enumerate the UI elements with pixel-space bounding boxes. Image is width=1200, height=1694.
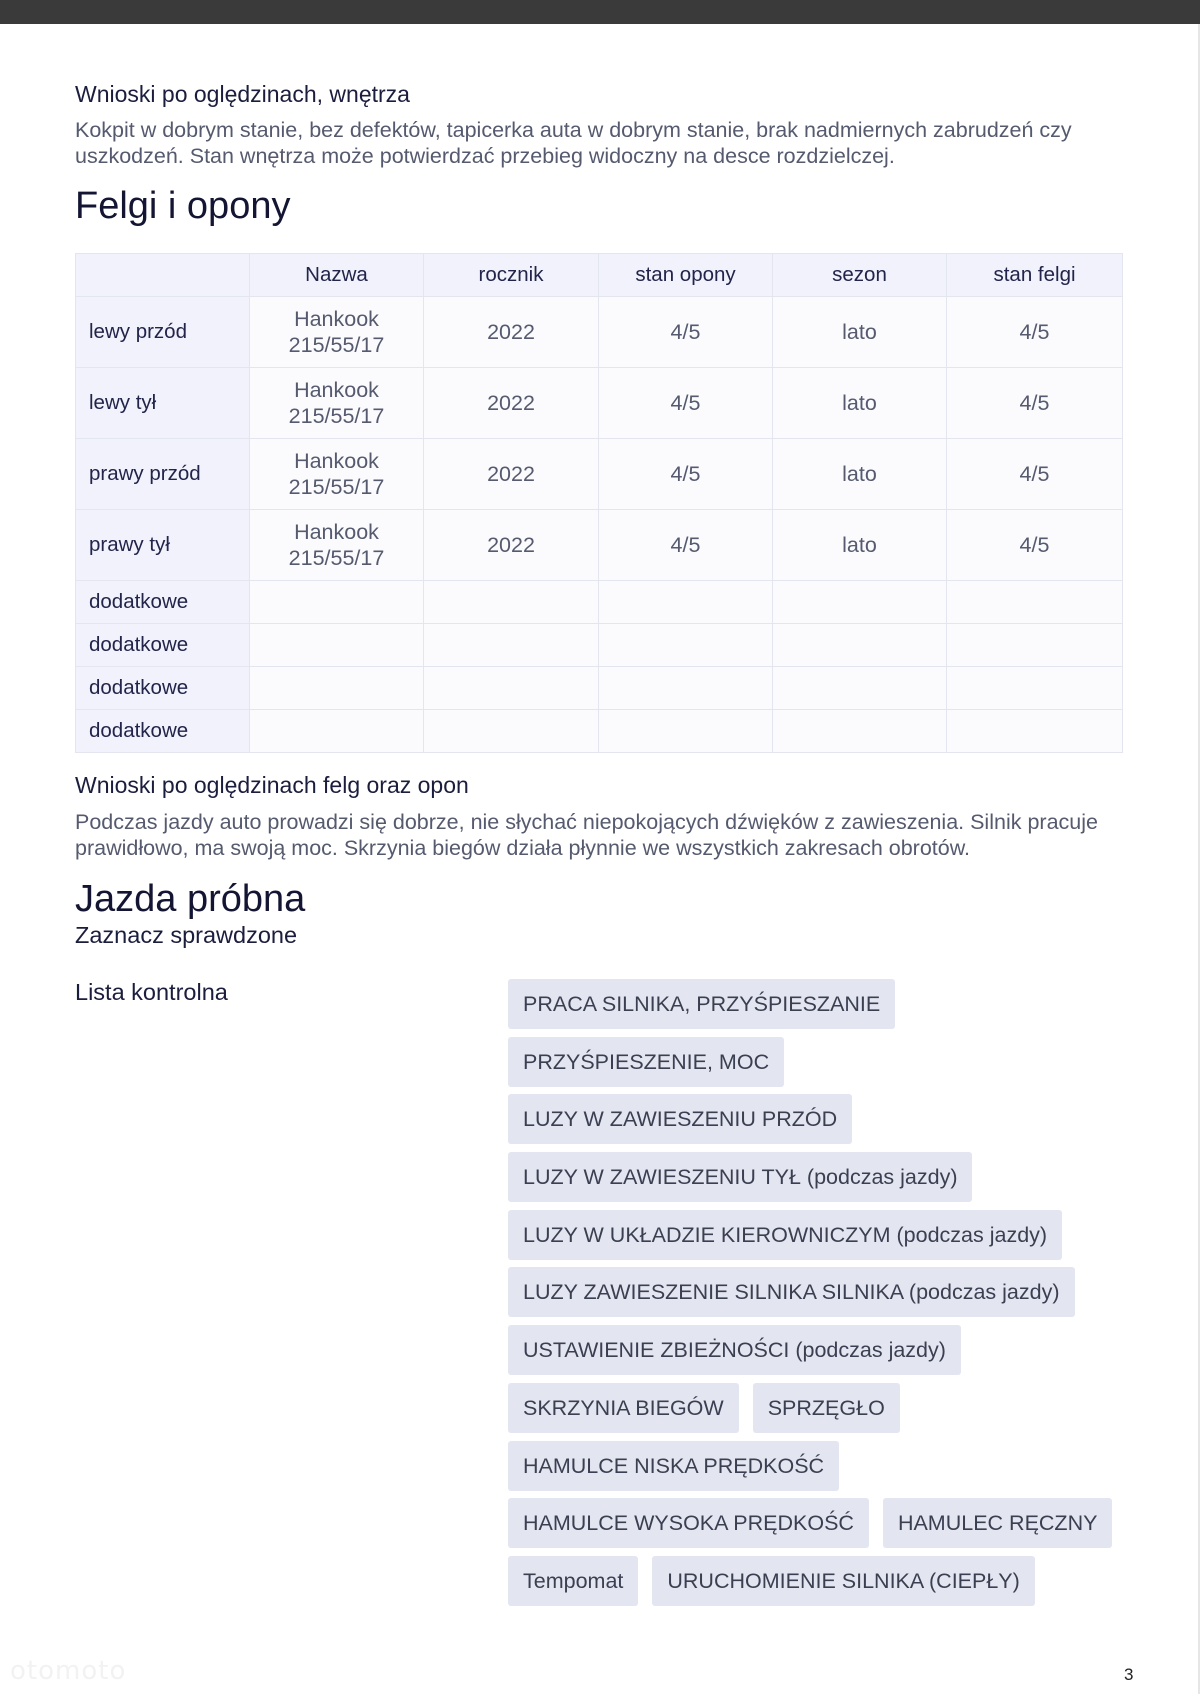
table-row-extra [76, 581, 1123, 624]
checklist-tag[interactable]: URUCHOMIENIE SILNIKA (CIEPŁY) [652, 1556, 1034, 1606]
year-cell: 2022 [424, 297, 599, 368]
empty-cell [947, 667, 1123, 710]
empty-cell [599, 710, 773, 753]
checklist-tag[interactable]: USTAWIENIE ZBIEŻNOŚCI (podczas jazdy) [508, 1325, 961, 1375]
tire-name-cell [250, 297, 424, 368]
year-cell: 2022 [424, 368, 599, 439]
row-label: dodatkowe [76, 624, 250, 667]
checklist-tags [508, 979, 1128, 1614]
empty-cell [250, 581, 424, 624]
interior-conclusion-heading: Wnioski po oględzinach, wnętrza [75, 81, 410, 107]
season-cell: lato [773, 368, 947, 439]
table-header-row [76, 254, 1123, 297]
checklist-tag[interactable]: LUZY W UKŁADZIE KIEROWNICZYM (podczas jazdy) [508, 1210, 1062, 1260]
table-header-cell: stan felgi [947, 254, 1123, 297]
interior-conclusion-text: Kokpit w dobrym stanie, bez defektów, tapicerka auta w dobrym stanie, brak nadmiernych zabrudzeń czy uszkodzeń. Stan wnętrza może potwierdzać przebieg widoczny na desce rozdzielczej. [75, 118, 1072, 168]
row-label: dodatkowe [76, 710, 250, 753]
empty-cell [250, 624, 424, 667]
rim-condition-cell: 4/5 [947, 439, 1123, 510]
tire-brand: Hankook [294, 378, 379, 402]
empty-cell [424, 581, 599, 624]
row-label: prawy przód [76, 439, 250, 510]
season-cell: lato [773, 510, 947, 581]
checklist-tag[interactable]: HAMULCE WYSOKA PRĘDKOŚĆ [508, 1498, 869, 1548]
rim-condition-cell: 4/5 [947, 510, 1123, 581]
empty-cell [599, 624, 773, 667]
table-header-cell [76, 254, 250, 297]
table-row [76, 297, 1123, 368]
empty-cell [947, 710, 1123, 753]
tire-condition-cell: 4/5 [599, 439, 773, 510]
watermark-logo: otomoto [10, 1656, 127, 1686]
checklist-tag[interactable]: Tempomat [508, 1556, 638, 1606]
test-drive-heading: Jazda próbna [75, 878, 306, 920]
checklist-tag[interactable]: HAMULCE NISKA PRĘDKOŚĆ [508, 1441, 839, 1491]
checklist-tag[interactable]: HAMULEC RĘCZNY [883, 1498, 1113, 1548]
empty-cell [599, 667, 773, 710]
page-number: 3 [1124, 1665, 1134, 1684]
tire-brand: Hankook [294, 449, 379, 473]
table-row [76, 368, 1123, 439]
tires-section-heading: Felgi i opony [75, 185, 291, 227]
row-label: dodatkowe [76, 667, 250, 710]
table-row [76, 439, 1123, 510]
empty-cell [424, 667, 599, 710]
checklist-tag[interactable]: LUZY ZAWIESZENIE SILNIKA SILNIKA (podczas jazdy) [508, 1267, 1075, 1317]
tire-size: 215/55/17 [288, 404, 385, 428]
tires-table [75, 253, 1123, 753]
empty-cell [773, 710, 947, 753]
row-label: prawy tył [76, 510, 250, 581]
table-header-cell: stan opony [599, 254, 773, 297]
rim-condition-cell: 4/5 [947, 297, 1123, 368]
tire-name-cell [250, 439, 424, 510]
checklist-label: Lista kontrolna [75, 979, 228, 1005]
empty-cell [773, 667, 947, 710]
table-row-extra [76, 667, 1123, 710]
empty-cell [599, 581, 773, 624]
year-cell: 2022 [424, 510, 599, 581]
table-row [76, 510, 1123, 581]
year-cell: 2022 [424, 439, 599, 510]
top-bar [0, 0, 1200, 24]
test-drive-subheading: Zaznacz sprawdzone [75, 922, 298, 948]
checklist-tag[interactable]: SKRZYNIA BIEGÓW [508, 1383, 739, 1433]
tire-condition-cell: 4/5 [599, 368, 773, 439]
checklist-tag[interactable]: SPRZĘGŁO [753, 1383, 900, 1433]
empty-cell [947, 581, 1123, 624]
tire-name-cell [250, 368, 424, 439]
table-row-extra [76, 710, 1123, 753]
empty-cell [250, 667, 424, 710]
empty-cell [424, 710, 599, 753]
tire-name-cell [250, 510, 424, 581]
checklist-tag[interactable]: LUZY W ZAWIESZENIU PRZÓD [508, 1094, 852, 1144]
row-label: lewy przód [76, 297, 250, 368]
empty-cell [947, 624, 1123, 667]
row-label: dodatkowe [76, 581, 250, 624]
tire-brand: Hankook [294, 520, 379, 544]
empty-cell [424, 624, 599, 667]
empty-cell [773, 581, 947, 624]
rim-condition-cell: 4/5 [947, 368, 1123, 439]
tire-brand: Hankook [294, 307, 379, 331]
empty-cell [250, 710, 424, 753]
tire-size: 215/55/17 [288, 333, 385, 357]
empty-cell [773, 624, 947, 667]
checklist-tag[interactable]: PRZYŚPIESZENIE, MOC [508, 1037, 784, 1087]
tires-conclusion-heading: Wnioski po oględzinach felg oraz opon [75, 772, 469, 798]
table-row-extra [76, 624, 1123, 667]
season-cell: lato [773, 297, 947, 368]
season-cell: lato [773, 439, 947, 510]
table-header-cell: rocznik [424, 254, 599, 297]
table-header-cell: Nazwa [250, 254, 424, 297]
tire-size: 215/55/17 [288, 546, 385, 570]
table-header-cell: sezon [773, 254, 947, 297]
checklist-tag[interactable]: PRACA SILNIKA, PRZYŚPIESZANIE [508, 979, 895, 1029]
row-label: lewy tył [76, 368, 250, 439]
tire-size: 215/55/17 [288, 475, 385, 499]
tires-conclusion-text: Podczas jazdy auto prowadzi się dobrze, nie słychać niepokojących dźwięków z zawieszenia. Silnik pracuje prawidłowo, ma swoją moc. Skrzynia biegów działa płynnie we wszystkich zakresach obrotów. [75, 810, 1098, 860]
tire-condition-cell: 4/5 [599, 510, 773, 581]
tire-condition-cell: 4/5 [599, 297, 773, 368]
checklist-tag[interactable]: LUZY W ZAWIESZENIU TYŁ (podczas jazdy) [508, 1152, 972, 1202]
